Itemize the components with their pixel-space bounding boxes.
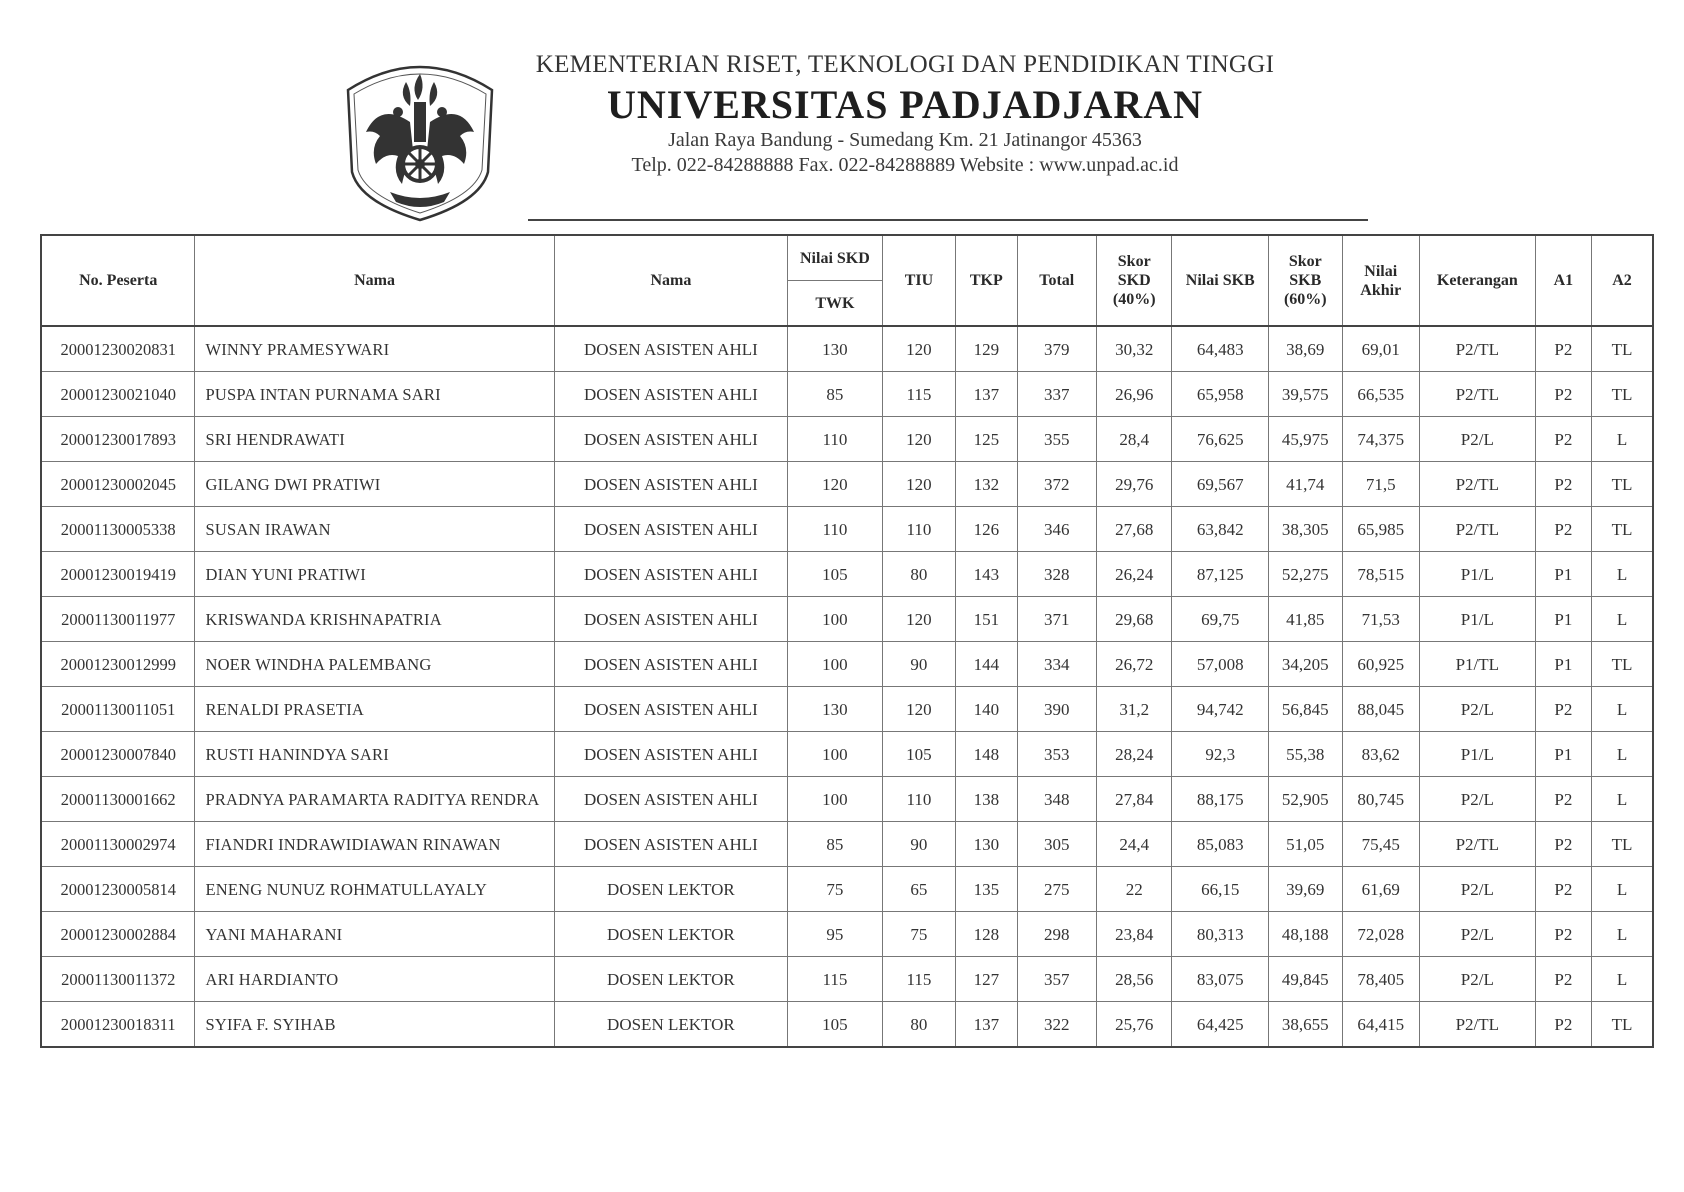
cell-twk: 75 — [788, 867, 883, 912]
cell-total: 353 — [1017, 732, 1096, 777]
cell-tiu: 75 — [882, 912, 955, 957]
cell-nilai-akhir: 64,415 — [1342, 1002, 1419, 1048]
cell-tiu: 120 — [882, 462, 955, 507]
cell-twk: 100 — [788, 597, 883, 642]
cell-nilai-akhir: 72,028 — [1342, 912, 1419, 957]
cell-twk: 110 — [788, 417, 883, 462]
cell-tiu: 110 — [882, 507, 955, 552]
cell-a1: P2 — [1535, 507, 1591, 552]
cell-skor-skb: 39,575 — [1269, 372, 1342, 417]
cell-tiu: 120 — [882, 417, 955, 462]
cell-a2: L — [1592, 417, 1653, 462]
cell-nama: DIAN YUNI PRATIWI — [195, 552, 554, 597]
cell-total: 337 — [1017, 372, 1096, 417]
cell-a1: P2 — [1535, 1002, 1591, 1048]
cell-nilai-akhir: 60,925 — [1342, 642, 1419, 687]
cell-keterangan: P2/L — [1419, 912, 1535, 957]
cell-twk: 130 — [788, 326, 883, 372]
cell-tiu: 115 — [882, 957, 955, 1002]
cell-a1: P2 — [1535, 687, 1591, 732]
cell-no-peserta: 20001130011051 — [41, 687, 195, 732]
header-keterangan: Keterangan — [1419, 235, 1535, 326]
cell-skor-skb: 34,205 — [1269, 642, 1342, 687]
cell-tkp: 126 — [956, 507, 1017, 552]
cell-skor-skb: 45,975 — [1269, 417, 1342, 462]
cell-keterangan: P2/TL — [1419, 822, 1535, 867]
cell-twk: 115 — [788, 957, 883, 1002]
cell-tiu: 90 — [882, 822, 955, 867]
cell-total: 328 — [1017, 552, 1096, 597]
cell-nilai-akhir: 71,5 — [1342, 462, 1419, 507]
cell-nilai-akhir: 61,69 — [1342, 867, 1419, 912]
cell-nama: PRADNYA PARAMARTA RADITYA RENDRA — [195, 777, 554, 822]
table-row — [41, 687, 1653, 732]
cell-tiu: 120 — [882, 326, 955, 372]
cell-skor-skd: 28,4 — [1097, 417, 1172, 462]
cell-no-peserta: 20001130011372 — [41, 957, 195, 1002]
table-row — [41, 957, 1653, 1002]
cell-tkp: 151 — [956, 597, 1017, 642]
cell-no-peserta: 20001230017893 — [41, 417, 195, 462]
cell-a2: L — [1592, 552, 1653, 597]
cell-keterangan: P2/TL — [1419, 507, 1535, 552]
cell-nilai-skb: 63,842 — [1172, 507, 1269, 552]
cell-a1: P2 — [1535, 462, 1591, 507]
cell-no-peserta: 20001130001662 — [41, 777, 195, 822]
cell-tkp: 130 — [956, 822, 1017, 867]
cell-nilai-skb: 88,175 — [1172, 777, 1269, 822]
cell-jabatan: DOSEN ASISTEN AHLI — [554, 552, 787, 597]
cell-total: 357 — [1017, 957, 1096, 1002]
header-nilai-skb: Nilai SKB — [1172, 235, 1269, 326]
cell-total: 334 — [1017, 642, 1096, 687]
cell-a1: P1 — [1535, 732, 1591, 777]
cell-tkp: 129 — [956, 326, 1017, 372]
cell-nilai-skb: 69,75 — [1172, 597, 1269, 642]
cell-jabatan: DOSEN ASISTEN AHLI — [554, 417, 787, 462]
cell-a1: P2 — [1535, 372, 1591, 417]
cell-tiu: 110 — [882, 777, 955, 822]
cell-skor-skd: 26,24 — [1097, 552, 1172, 597]
cell-twk: 120 — [788, 462, 883, 507]
table-body — [41, 326, 1653, 1047]
cell-nilai-skb: 85,083 — [1172, 822, 1269, 867]
cell-keterangan: P1/L — [1419, 732, 1535, 777]
cell-nama: SUSAN IRAWAN — [195, 507, 554, 552]
cell-nilai-skb: 64,425 — [1172, 1002, 1269, 1048]
cell-nama: YANI MAHARANI — [195, 912, 554, 957]
cell-a2: L — [1592, 957, 1653, 1002]
cell-tkp: 137 — [956, 372, 1017, 417]
cell-keterangan: P1/TL — [1419, 642, 1535, 687]
cell-skor-skb: 41,85 — [1269, 597, 1342, 642]
cell-tiu: 120 — [882, 597, 955, 642]
cell-nama: RUSTI HANINDYA SARI — [195, 732, 554, 777]
letterhead — [0, 0, 1684, 230]
cell-keterangan: P1/L — [1419, 552, 1535, 597]
cell-nilai-akhir: 83,62 — [1342, 732, 1419, 777]
cell-jabatan: DOSEN ASISTEN AHLI — [554, 687, 787, 732]
cell-keterangan: P2/L — [1419, 417, 1535, 462]
header-nilai-akhir: Nilai Akhir — [1342, 235, 1419, 326]
cell-tkp: 128 — [956, 912, 1017, 957]
cell-nilai-skb: 80,313 — [1172, 912, 1269, 957]
cell-nilai-skb: 69,567 — [1172, 462, 1269, 507]
cell-no-peserta: 20001230007840 — [41, 732, 195, 777]
cell-a2: L — [1592, 777, 1653, 822]
cell-keterangan: P2/L — [1419, 777, 1535, 822]
cell-tiu: 115 — [882, 372, 955, 417]
cell-skor-skb: 38,69 — [1269, 326, 1342, 372]
cell-tkp: 138 — [956, 777, 1017, 822]
cell-twk: 85 — [788, 822, 883, 867]
cell-jabatan: DOSEN LEKTOR — [554, 957, 787, 1002]
cell-total: 390 — [1017, 687, 1096, 732]
cell-twk: 100 — [788, 777, 883, 822]
cell-skor-skb: 56,845 — [1269, 687, 1342, 732]
cell-no-peserta: 20001230020831 — [41, 326, 195, 372]
cell-twk: 100 — [788, 642, 883, 687]
cell-no-peserta: 20001130011977 — [41, 597, 195, 642]
cell-skor-skd: 29,76 — [1097, 462, 1172, 507]
cell-a2: TL — [1592, 1002, 1653, 1048]
table-row — [41, 732, 1653, 777]
results-table — [40, 234, 1654, 1048]
table-row — [41, 597, 1653, 642]
table-row — [41, 822, 1653, 867]
table-row — [41, 867, 1653, 912]
cell-a2: TL — [1592, 507, 1653, 552]
cell-a2: L — [1592, 687, 1653, 732]
cell-twk: 100 — [788, 732, 883, 777]
ministry-name: KEMENTERIAN RISET, TEKNOLOGI DAN PENDIDIKAN TINGGI — [535, 51, 1275, 78]
table-row — [41, 417, 1653, 462]
cell-tiu: 65 — [882, 867, 955, 912]
cell-nilai-skb: 83,075 — [1172, 957, 1269, 1002]
cell-a2: TL — [1592, 462, 1653, 507]
cell-nama: SYIFA F. SYIHAB — [195, 1002, 554, 1048]
cell-a1: P2 — [1535, 326, 1591, 372]
header-a2: A2 — [1592, 235, 1653, 326]
table-row — [41, 777, 1653, 822]
cell-skor-skd: 30,32 — [1097, 326, 1172, 372]
cell-a1: P2 — [1535, 777, 1591, 822]
cell-nilai-akhir: 66,535 — [1342, 372, 1419, 417]
cell-skor-skb: 48,188 — [1269, 912, 1342, 957]
cell-nilai-skb: 94,742 — [1172, 687, 1269, 732]
cell-jabatan: DOSEN ASISTEN AHLI — [554, 597, 787, 642]
cell-tiu: 120 — [882, 687, 955, 732]
cell-nama: WINNY PRAMESYWARI — [195, 326, 554, 372]
cell-twk: 85 — [788, 372, 883, 417]
letterhead-divider — [528, 219, 1368, 221]
cell-skor-skd: 24,4 — [1097, 822, 1172, 867]
unpad-emblem-icon — [340, 52, 500, 224]
cell-a1: P1 — [1535, 597, 1591, 642]
cell-total: 379 — [1017, 326, 1096, 372]
cell-total: 371 — [1017, 597, 1096, 642]
cell-nama: KRISWANDA KRISHNAPATRIA — [195, 597, 554, 642]
cell-keterangan: P2/L — [1419, 687, 1535, 732]
table-row — [41, 1002, 1653, 1048]
cell-tkp: 140 — [956, 687, 1017, 732]
cell-nilai-akhir: 69,01 — [1342, 326, 1419, 372]
cell-no-peserta: 20001230019419 — [41, 552, 195, 597]
cell-total: 372 — [1017, 462, 1096, 507]
cell-a2: L — [1592, 912, 1653, 957]
header-tkp: TKP — [956, 235, 1017, 326]
address: Jalan Raya Bandung - Sumedang Km. 21 Jatinangor 45363 — [668, 129, 1142, 151]
cell-skor-skb: 52,905 — [1269, 777, 1342, 822]
cell-nilai-skb: 76,625 — [1172, 417, 1269, 462]
cell-no-peserta: 20001230002884 — [41, 912, 195, 957]
cell-a2: L — [1592, 732, 1653, 777]
header-tiu: TIU — [882, 235, 955, 326]
cell-keterangan: P2/TL — [1419, 326, 1535, 372]
cell-tkp: 143 — [956, 552, 1017, 597]
cell-jabatan: DOSEN ASISTEN AHLI — [554, 642, 787, 687]
cell-skor-skd: 28,56 — [1097, 957, 1172, 1002]
cell-jabatan: DOSEN ASISTEN AHLI — [554, 326, 787, 372]
cell-skor-skb: 51,05 — [1269, 822, 1342, 867]
cell-skor-skb: 55,38 — [1269, 732, 1342, 777]
cell-nilai-skb: 57,008 — [1172, 642, 1269, 687]
cell-nilai-skb: 66,15 — [1172, 867, 1269, 912]
cell-a2: TL — [1592, 642, 1653, 687]
cell-nilai-akhir: 78,515 — [1342, 552, 1419, 597]
cell-a1: P2 — [1535, 822, 1591, 867]
cell-a1: P1 — [1535, 642, 1591, 687]
letterhead-text — [535, 50, 1275, 178]
cell-total: 322 — [1017, 1002, 1096, 1048]
cell-nilai-akhir: 75,45 — [1342, 822, 1419, 867]
cell-a2: TL — [1592, 822, 1653, 867]
header-nama-jabatan: Nama — [554, 235, 787, 326]
cell-skor-skb: 39,69 — [1269, 867, 1342, 912]
cell-no-peserta: 20001230002045 — [41, 462, 195, 507]
cell-no-peserta: 20001230021040 — [41, 372, 195, 417]
table-row — [41, 552, 1653, 597]
cell-jabatan: DOSEN LEKTOR — [554, 867, 787, 912]
table-row — [41, 642, 1653, 687]
cell-tiu: 90 — [882, 642, 955, 687]
cell-jabatan: DOSEN ASISTEN AHLI — [554, 507, 787, 552]
cell-tkp: 135 — [956, 867, 1017, 912]
table-row — [41, 912, 1653, 957]
cell-nilai-akhir: 80,745 — [1342, 777, 1419, 822]
cell-total: 355 — [1017, 417, 1096, 462]
cell-nilai-skb: 92,3 — [1172, 732, 1269, 777]
header-skor-skb: Skor SKB (60%) — [1269, 235, 1342, 326]
cell-tkp: 132 — [956, 462, 1017, 507]
cell-skor-skb: 38,655 — [1269, 1002, 1342, 1048]
header-nilai-skd: Nilai SKD — [788, 235, 883, 281]
cell-a1: P2 — [1535, 867, 1591, 912]
cell-keterangan: P2/TL — [1419, 462, 1535, 507]
contact-line: Telp. 022-84288888 Fax. 022-84288889 Website : www.unpad.ac.id — [631, 154, 1179, 176]
cell-twk: 105 — [788, 1002, 883, 1048]
cell-tiu: 105 — [882, 732, 955, 777]
cell-a1: P2 — [1535, 912, 1591, 957]
cell-nilai-akhir: 71,53 — [1342, 597, 1419, 642]
university-name: UNIVERSITAS PADJADJARAN — [606, 82, 1203, 127]
cell-jabatan: DOSEN LEKTOR — [554, 912, 787, 957]
cell-jabatan: DOSEN ASISTEN AHLI — [554, 777, 787, 822]
cell-tkp: 127 — [956, 957, 1017, 1002]
cell-twk: 95 — [788, 912, 883, 957]
cell-no-peserta: 20001230018311 — [41, 1002, 195, 1048]
cell-keterangan: P2/TL — [1419, 1002, 1535, 1048]
cell-skor-skd: 26,96 — [1097, 372, 1172, 417]
table-row — [41, 326, 1653, 372]
cell-nama: SRI HENDRAWATI — [195, 417, 554, 462]
cell-skor-skd: 22 — [1097, 867, 1172, 912]
cell-jabatan: DOSEN ASISTEN AHLI — [554, 732, 787, 777]
cell-no-peserta: 20001130002974 — [41, 822, 195, 867]
cell-jabatan: DOSEN ASISTEN AHLI — [554, 462, 787, 507]
cell-skor-skd: 26,72 — [1097, 642, 1172, 687]
table-header — [41, 235, 1653, 326]
cell-skor-skd: 25,76 — [1097, 1002, 1172, 1048]
cell-nama: ARI HARDIANTO — [195, 957, 554, 1002]
cell-no-peserta: 20001130005338 — [41, 507, 195, 552]
cell-twk: 130 — [788, 687, 883, 732]
cell-a2: L — [1592, 597, 1653, 642]
cell-a2: L — [1592, 867, 1653, 912]
header-a1: A1 — [1535, 235, 1591, 326]
cell-nilai-skb: 64,483 — [1172, 326, 1269, 372]
cell-keterangan: P2/L — [1419, 867, 1535, 912]
header-no-peserta: No. Peserta — [41, 235, 195, 326]
cell-a1: P2 — [1535, 957, 1591, 1002]
cell-jabatan: DOSEN ASISTEN AHLI — [554, 372, 787, 417]
cell-keterangan: P2/TL — [1419, 372, 1535, 417]
cell-nilai-akhir: 88,045 — [1342, 687, 1419, 732]
cell-nilai-skb: 87,125 — [1172, 552, 1269, 597]
header-skor-skd: Skor SKD (40%) — [1097, 235, 1172, 326]
cell-skor-skb: 49,845 — [1269, 957, 1342, 1002]
cell-jabatan: DOSEN ASISTEN AHLI — [554, 822, 787, 867]
cell-nama: FIANDRI INDRAWIDIAWAN RINAWAN — [195, 822, 554, 867]
cell-nama: GILANG DWI PRATIWI — [195, 462, 554, 507]
cell-total: 298 — [1017, 912, 1096, 957]
cell-nama: PUSPA INTAN PURNAMA SARI — [195, 372, 554, 417]
cell-nilai-akhir: 78,405 — [1342, 957, 1419, 1002]
cell-a2: TL — [1592, 372, 1653, 417]
cell-tkp: 125 — [956, 417, 1017, 462]
cell-skor-skd: 27,68 — [1097, 507, 1172, 552]
cell-no-peserta: 20001230012999 — [41, 642, 195, 687]
cell-keterangan: P2/L — [1419, 957, 1535, 1002]
cell-tkp: 148 — [956, 732, 1017, 777]
table-row — [41, 507, 1653, 552]
cell-skor-skb: 52,275 — [1269, 552, 1342, 597]
cell-a1: P1 — [1535, 552, 1591, 597]
cell-a1: P2 — [1535, 417, 1591, 462]
cell-skor-skb: 38,305 — [1269, 507, 1342, 552]
cell-tiu: 80 — [882, 552, 955, 597]
header-twk: TWK — [788, 281, 883, 327]
cell-twk: 110 — [788, 507, 883, 552]
cell-nama: NOER WINDHA PALEMBANG — [195, 642, 554, 687]
cell-nama: RENALDI PRASETIA — [195, 687, 554, 732]
cell-skor-skd: 27,84 — [1097, 777, 1172, 822]
cell-total: 305 — [1017, 822, 1096, 867]
cell-skor-skd: 28,24 — [1097, 732, 1172, 777]
header-nama: Nama — [195, 235, 554, 326]
cell-skor-skd: 23,84 — [1097, 912, 1172, 957]
cell-no-peserta: 20001230005814 — [41, 867, 195, 912]
table-row — [41, 372, 1653, 417]
cell-a2: TL — [1592, 326, 1653, 372]
cell-tkp: 144 — [956, 642, 1017, 687]
cell-tiu: 80 — [882, 1002, 955, 1048]
cell-tkp: 137 — [956, 1002, 1017, 1048]
cell-nilai-akhir: 74,375 — [1342, 417, 1419, 462]
cell-jabatan: DOSEN LEKTOR — [554, 1002, 787, 1048]
table-row — [41, 462, 1653, 507]
cell-total: 348 — [1017, 777, 1096, 822]
cell-skor-skd: 29,68 — [1097, 597, 1172, 642]
cell-twk: 105 — [788, 552, 883, 597]
cell-total: 275 — [1017, 867, 1096, 912]
cell-nilai-akhir: 65,985 — [1342, 507, 1419, 552]
cell-total: 346 — [1017, 507, 1096, 552]
cell-nama: ENENG NUNUZ ROHMATULLAYALY — [195, 867, 554, 912]
cell-keterangan: P1/L — [1419, 597, 1535, 642]
cell-skor-skb: 41,74 — [1269, 462, 1342, 507]
cell-skor-skd: 31,2 — [1097, 687, 1172, 732]
header-total: Total — [1017, 235, 1096, 326]
cell-nilai-skb: 65,958 — [1172, 372, 1269, 417]
